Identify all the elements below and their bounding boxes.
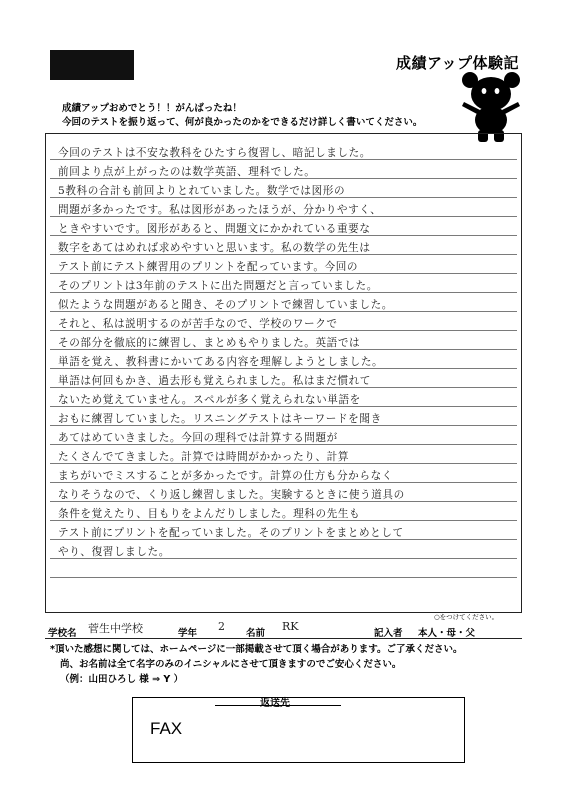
ruled-line [50,368,517,369]
handwriting-line: あてはめていきました。今回の理科では計算する問題が [58,432,338,444]
ruled-line [50,558,517,559]
school-label: 学校名 [48,628,77,639]
handwritten-essay [58,144,511,562]
handwriting-line: 条件を覚えたり、目もりをよんだりしました。理科の先生も [58,508,361,520]
handwriting-line: 問題が多かったです。私は図形があったほうが、分かりやすく、 [58,204,382,216]
ruled-line [50,520,517,521]
ruled-line [50,406,517,407]
ruled-line [50,539,517,540]
ruled-line [50,444,517,445]
handwriting-line: なりそうなので、くり返し練習しました。実験するときに使う道具の [58,489,405,501]
essay-ruled-area [50,138,517,590]
ruled-line [50,178,517,179]
handwriting-line: テスト前にプリントを配っていました。そのプリントをまとめとして [58,527,404,539]
intro-instructions: 今回のテストを振り返って、何が良かったのかをできるだけ詳しく書いてください。 [62,117,423,128]
ruled-line [50,330,517,331]
ruled-line [50,254,517,255]
ruled-line [50,292,517,293]
handwriting-line: 前回より点が上がったのは数学英語、理科でした。 [58,166,316,178]
handwriting-line: 数字をあてはめれば求めやすいと思います。私の数学の先生は [58,242,371,254]
redacted-block [50,50,134,80]
ruled-line [50,197,517,198]
handwriting-line: 単語を覚え、教科書にかいてある内容を理解しようとしました。 [58,356,384,368]
handwriting-line: ないため覚えていません。スペルが多く覚えられない単語を [58,394,361,406]
ruled-line [50,577,517,578]
page-title: 成績アップ体験記 [396,54,519,72]
handwriting-line: 似たような問題があると聞き、そのプリントで練習していました。 [58,299,393,311]
ruled-line [50,216,517,217]
ruled-line [50,482,517,483]
handwriting-line: 5教科の合計も前回よりとれていました。数学では図形の [58,185,346,197]
handwriting-line: それと、私は説明するのが苦手なので、学校のワークで [58,318,338,330]
handwriting-line: 今回のテストは不安な教科をひたすら復習し、暗記しました。 [58,147,371,159]
ruled-line [50,425,517,426]
writer-options: 本人・母・父 [418,628,476,639]
handwriting-line: ときやすいです。図形があると、問題文にかかれている重要な [58,223,371,235]
fax-label: FAX [150,719,183,738]
handwriting-line: たくさんでてきました。計算では時間がかかったり、計算 [58,451,350,463]
handwriting-line: その部分を徹底的に練習し、まとめもやりました。英語では [58,337,361,349]
note-example: （例：山田ひろし 様 ⇒ Y ） [60,674,184,685]
intro-congrats: 成績アップおめでとう！！がんばったね！ [62,103,242,114]
grade-value: 2 [218,620,225,633]
handwriting-line: おもに練習していました。リスニングテストはキーワードを聞き [58,413,382,425]
name-label: 名前 [246,628,266,639]
handwriting-line: 単語は何回もかき、過去形も覚えられました。私はまだ慣れて [58,375,371,387]
return-label: 返送先 [260,698,290,709]
handwriting-line: まちがいでミスすることが多かったです。計算の仕方も分からなく [58,470,393,482]
school-value: 菅生中学校 [88,622,143,635]
ruled-line [50,501,517,502]
ruled-line [50,311,517,312]
ruled-line [50,349,517,350]
ruled-line [50,273,517,274]
handwriting-line: そのプリントは3年前のテストに出た問題だと言っていました。 [58,280,378,292]
return-underline [215,705,341,706]
ruled-line [50,387,517,388]
note-initials: 尚、お名前は全て名字のみのイニシャルにさせて頂きますのでご安心ください。 [60,659,402,670]
ruled-line [50,235,517,236]
name-value: RK [282,620,299,633]
handwriting-line: テスト前にテスト練習用のプリントを配っています。今回の [58,261,359,273]
note-publication: *頂いた感想に関しては、ホームページに一部掲載させて頂く場合があります。ご了承ください。 [50,644,463,655]
grade-label: 学年 [178,628,198,639]
writer-label: 記入者 [374,628,403,639]
handwriting-line: やり、復習しました。 [58,546,170,558]
ruled-line [50,159,517,160]
circle-instruction: ○をつけてください。 [434,613,499,621]
ruled-line [50,463,517,464]
